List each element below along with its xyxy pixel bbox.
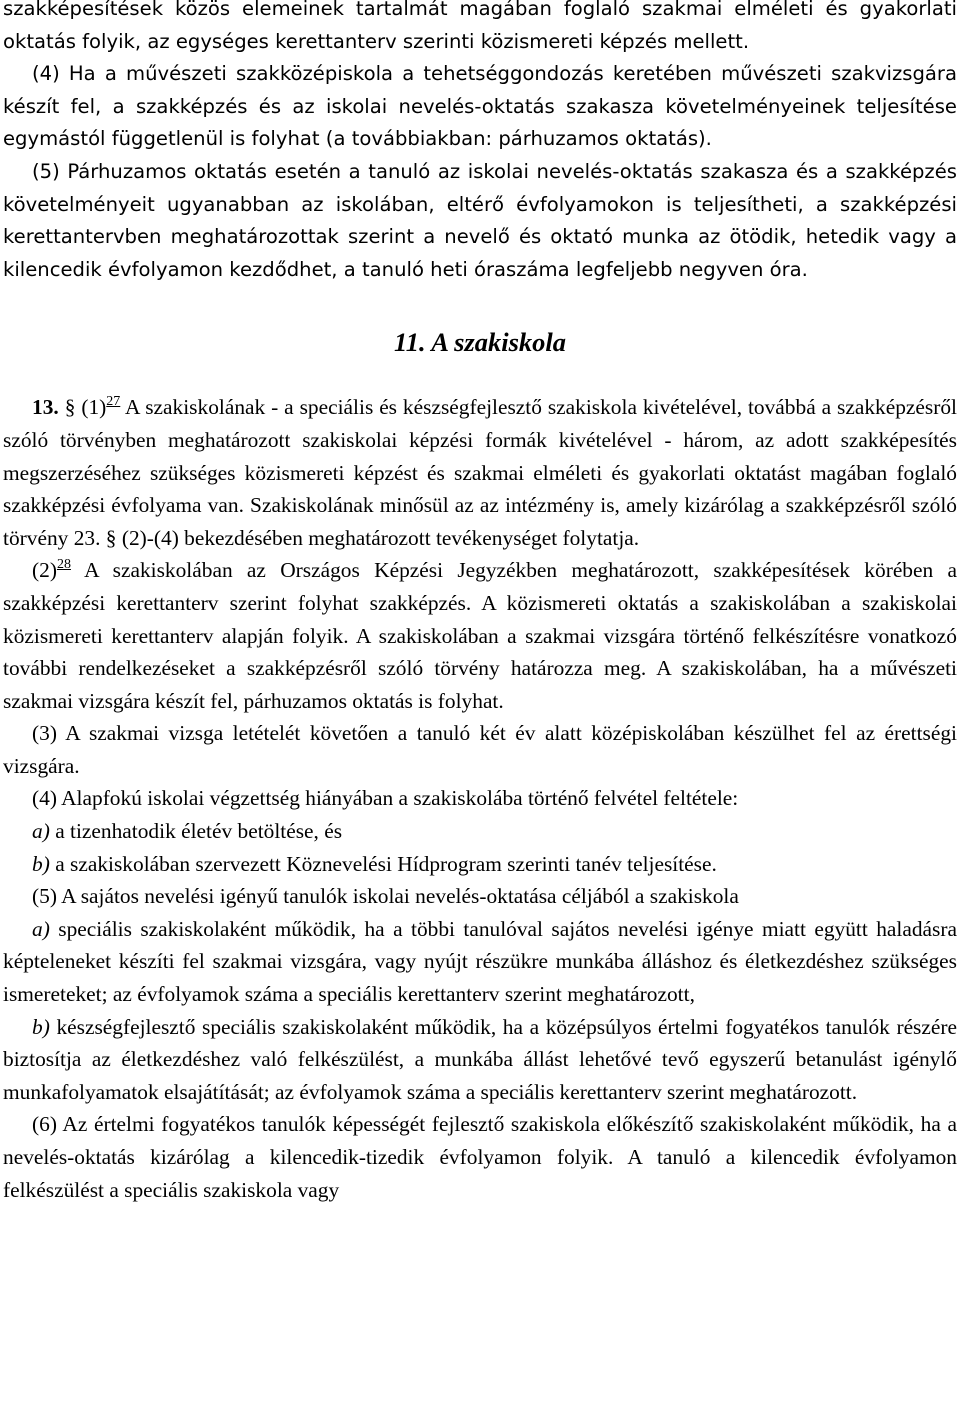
item-text: készségfejlesztő speciális szakiskolaként működik, ha a középsúlyos értelmi fogyatékos tanulók részére biztosítja az életkezdéshez való felkészülést, a munkába állást lehetővé tevő egyszerű betanulást igénylő munkafolyamatok elsajátítását; az évfolyamok száma a speciális kerettanterv szerint meghatározott.: [3, 1014, 957, 1104]
item-13-5-a: [3, 913, 957, 1011]
paragraph-13-6: (6) Az értelmi fogyatékos tanulók képességét fejlesztő szakiskola előkészítő szakiskolaként működik, ha a nevelés-oktatás kizárólag a kilencedik-tizedik évfolyamon folyik. A tanuló a kilencedik évfolyamon felkészülést a speciális szakiskola vagy: [3, 1112, 957, 1202]
item-13-5-b: [3, 1011, 957, 1109]
section-heading: 11. A szakiskola: [393, 327, 567, 358]
footnote-ref[interactable]: 27: [106, 394, 121, 410]
paragraph-13-2: [3, 554, 957, 717]
item-text: a tizenhatodik életév betöltése, és: [55, 819, 343, 844]
paragraph-13-5: (5) A sajátos nevelési igényű tanulók iskolai nevelés-oktatása céljából a szakiskola: [32, 884, 739, 909]
paragraph-label: (2): [32, 558, 57, 583]
section-sign: §: [64, 395, 76, 420]
paragraph-label: (1): [81, 395, 107, 420]
paragraph-13-3: (3) A szakmai vizsga letételét követően a tanuló két év alatt középiskolában készülhet fel az érettségi vizsgára.: [3, 721, 957, 778]
section-13: [3, 391, 957, 1206]
document-page: [3, 0, 957, 1206]
item-text: speciális szakiskolaként működik, ha a többi tanulóval sajátos nevelési igénye miatt együtt haladásra képteleneket készíti fel szakmai vizsgára, vagy nyújt részükre munkába álláshoz és életkezdéshez szükséges ismereteket; az évfolyamok száma a speciális kerettanterv szerint meghatározott,: [3, 916, 957, 1007]
paragraph-13-1: [3, 391, 957, 554]
item-label: b): [32, 851, 50, 876]
paragraph-4-artistic: (4) Ha a művészeti szakközépiskola a tehetséggondozás keretében művészeti szakvizsgára készít fel, a szakképzés és az iskolai nevelés-oktatás szakasza követelményeinek teljesítése egymástól függetlenül is folyhat (a továbbiakban: párhuzamos oktatás).: [3, 62, 957, 151]
paragraph-5-parallel: (5) Párhuzamos oktatás esetén a tanuló az iskolai nevelés-oktatás szakasza és a szakképzés követelményeit ugyanabban az iskolában, eltérő évfolyamokon is teljesítheti, a szakképzési kerettantervben meghatározottak szerint a nevelő és oktató munka az ötödik, hetedik vagy a kilencedik évfolyamon kezdődhet, a tanuló heti óraszáma legfeljebb negyven óra.: [3, 159, 957, 281]
footnote-ref[interactable]: 28: [56, 557, 71, 573]
paragraph-13-4: (4) Alapfokú iskolai végzettség hiányában a szakiskolába történő felvétel feltétele:: [32, 786, 739, 811]
item-text: a szakiskolában szervezett Köznevelési Hídprogram szerinti tanév teljesítése.: [55, 851, 717, 876]
item-label: b): [32, 1014, 50, 1039]
paragraph-continuation: szakképesítések közös elemeinek tartalmát magában foglaló szakmai elméleti és gyakorlati oktatás folyik, az egységes kerettanterv szerinti közismereti képzés mellett.: [3, 0, 957, 53]
item-label: a): [32, 819, 50, 844]
paragraph-text: A szakiskolában az Országos Képzési Jegyzékben meghatározott, szakképesítések körében a szakképzési kerettanterv szerint folyhat szakképzés. A közismereti oktatás a szakiskolában a szakiskolai közismereti kerettanterv alapján folyik. A szakiskolában a szakmai vizsgára történő felkészítésre vonatkozó további rendelkezéseket a szakképzésről szóló törvény határozza meg. A szakiskolában, ha a művészeti szakmai vizsgára készít fel, párhuzamos oktatás is folyhat.: [3, 558, 957, 713]
paragraph-text: A szakiskolának - a speciális és készségfejlesztő szakiskola kivételével, továbbá a szakképzésről szóló törvényben meghatározott szakiskolai képzési formák kivételével - három, az adott szakképesítés megszerzéséhez szükséges közismereti képzést és szakmai elméleti és gyakorlati oktatást magában foglaló szakképzési évfolyama van. Szakiskolának minősül az az intézmény is, amely kizárólag a szakképzésről szóló törvény 23. § (2)-(4) bekezdésében meghatározott tevékenységet folytatja.: [3, 395, 957, 550]
section-number: 13.: [32, 395, 59, 420]
item-label: a): [32, 916, 50, 941]
item-13-4-b: [3, 848, 957, 881]
item-13-4-a: [3, 815, 957, 848]
